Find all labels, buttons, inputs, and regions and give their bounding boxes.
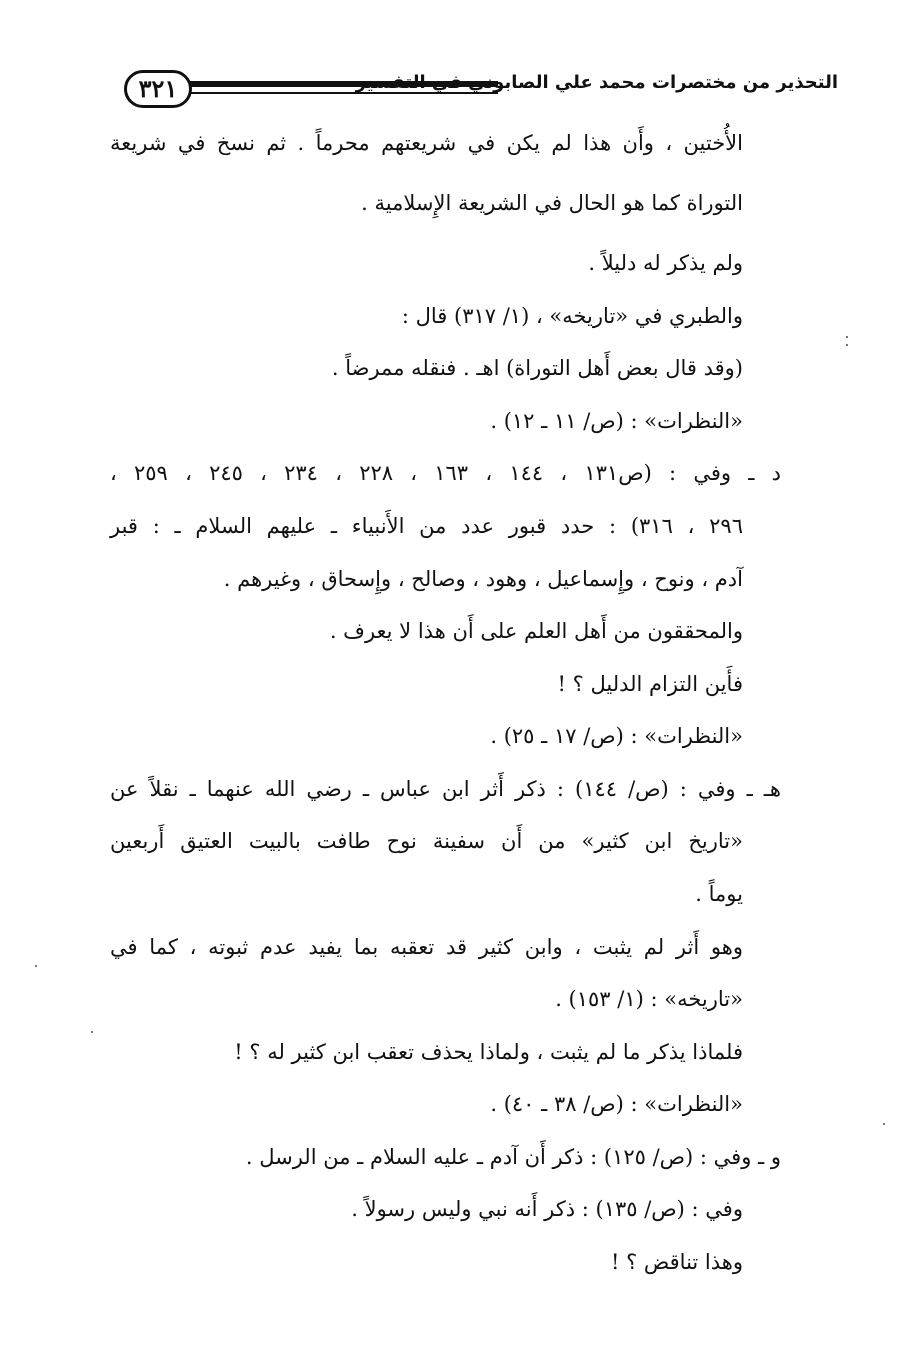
text-line: فلماذا يذكر ما لم يثبت ، ولماذا يحذف تعقب ابن كثير له ؟ ! [234, 1040, 743, 1064]
text-line: يوماً . [695, 882, 743, 906]
running-title: التحذير من مختصرات محمد علي الصابوني في التفسير [355, 72, 838, 93]
scan-speck [883, 1123, 885, 1125]
text-line: (وقد قال بعض أَهل التوراة) اهـ . فنقله ممرضاً . [331, 356, 743, 380]
page-header [118, 62, 838, 122]
text-line: «النظرات» : (ص/ ١٧ ـ ٢٥) . [490, 724, 743, 748]
text-line: «النظرات» : (ص/ ٣٨ ـ ٤٠) . [490, 1092, 743, 1116]
text-line: و ـ وفي : (ص/ ١٢٥) : ذكر أَن آدم ـ عليه السلام ـ من الرسل . [245, 1145, 781, 1169]
scan-speck [846, 344, 848, 346]
text-line: «النظرات» : (ص/ ١١ ـ ١٢) . [490, 409, 743, 433]
text-line: «تاريخ ابن كثير» من أَن سفينة نوح طافت بالبيت العتيق أَربعين [110, 829, 743, 853]
text-line: التوراة كما هو الحال في الشريعة الإِسلامية . [361, 191, 743, 215]
text-line: والمحققون من أَهل العلم على أَن هذا لا يعرف . [329, 619, 743, 643]
text-line: آدم ، ونوح ، وإِسماعيل ، وهود ، وصالح ، وإِسحاق ، وغيرهم . [223, 567, 743, 591]
text-line: وفي : (ص/ ١٣٥) : ذكر أَنه نبي وليس رسولاً . [351, 1197, 743, 1221]
text-line: ولم يذكر له دليلاً . [588, 251, 743, 275]
text-line: والطبري في «تاريخه» ، (١/ ٣١٧) قال : [401, 304, 743, 328]
body-text [110, 128, 782, 1329]
page-number: ٣٢١ [124, 70, 192, 108]
scan-speck [35, 965, 37, 967]
text-line: الأُختين ، وأَن هذا لم يكن في شريعتهم محرماً . ثم نسخ في شريعة [110, 131, 743, 155]
scan-speck [91, 1031, 93, 1033]
text-line: ٢٩٦ ، ٣١٦) : حدد قبور عدد من الأَنبياء ـ عليهم السلام ـ : قبر [110, 514, 743, 538]
text-line: هـ ـ وفي : (ص/ ١٤٤) : ذكر أَثر ابن عباس ـ رضي الله عنهما ـ نقلاً عن [110, 777, 782, 801]
text-line: د ـ وفي : (ص١٣١ ، ١٤٤ ، ١٦٣ ، ٢٢٨ ، ٢٣٤ ، ٢٤٥ ، ٢٥٩ ، [110, 461, 781, 485]
scan-speck [846, 336, 848, 338]
text-line: فأَين التزام الدليل ؟ ! [557, 672, 743, 696]
text-line: «تاريخه» : (١/ ١٥٣) . [555, 987, 743, 1011]
text-line: وهذا تناقض ؟ ! [610, 1250, 743, 1274]
text-line: وهو أَثر لم يثبت ، وابن كثير قد تعقبه بما يفيد عدم ثبوته ، كما في [110, 935, 743, 959]
